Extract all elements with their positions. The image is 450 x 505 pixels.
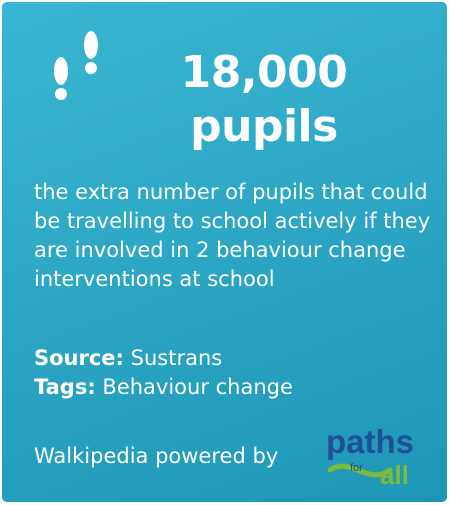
footprints-icon (48, 24, 106, 102)
source-label: Source: (34, 346, 124, 370)
source-value: Sustrans (130, 346, 223, 370)
logo-top-text: paths (326, 426, 415, 460)
stat-card (2, 2, 447, 502)
stat-number: 18,000 (180, 47, 348, 98)
stat-meta (34, 344, 434, 402)
footer-text: Walkipedia powered by (34, 444, 279, 468)
paths-for-all-logo[interactable] (324, 426, 432, 490)
stat-unit: pupils (190, 101, 338, 152)
tags-value[interactable]: Behaviour change (102, 375, 293, 399)
logo-bottom-text: all (380, 460, 409, 490)
tags-line (34, 373, 434, 402)
tags-label: Tags: (34, 375, 96, 399)
source-line (34, 344, 434, 373)
stat-description: the extra number of pupils that could be travelling to school actively if they are involved in 2 behaviour change interventions at school (34, 180, 431, 291)
stat-headline (144, 46, 384, 154)
logo-middle-text: for (350, 462, 363, 474)
